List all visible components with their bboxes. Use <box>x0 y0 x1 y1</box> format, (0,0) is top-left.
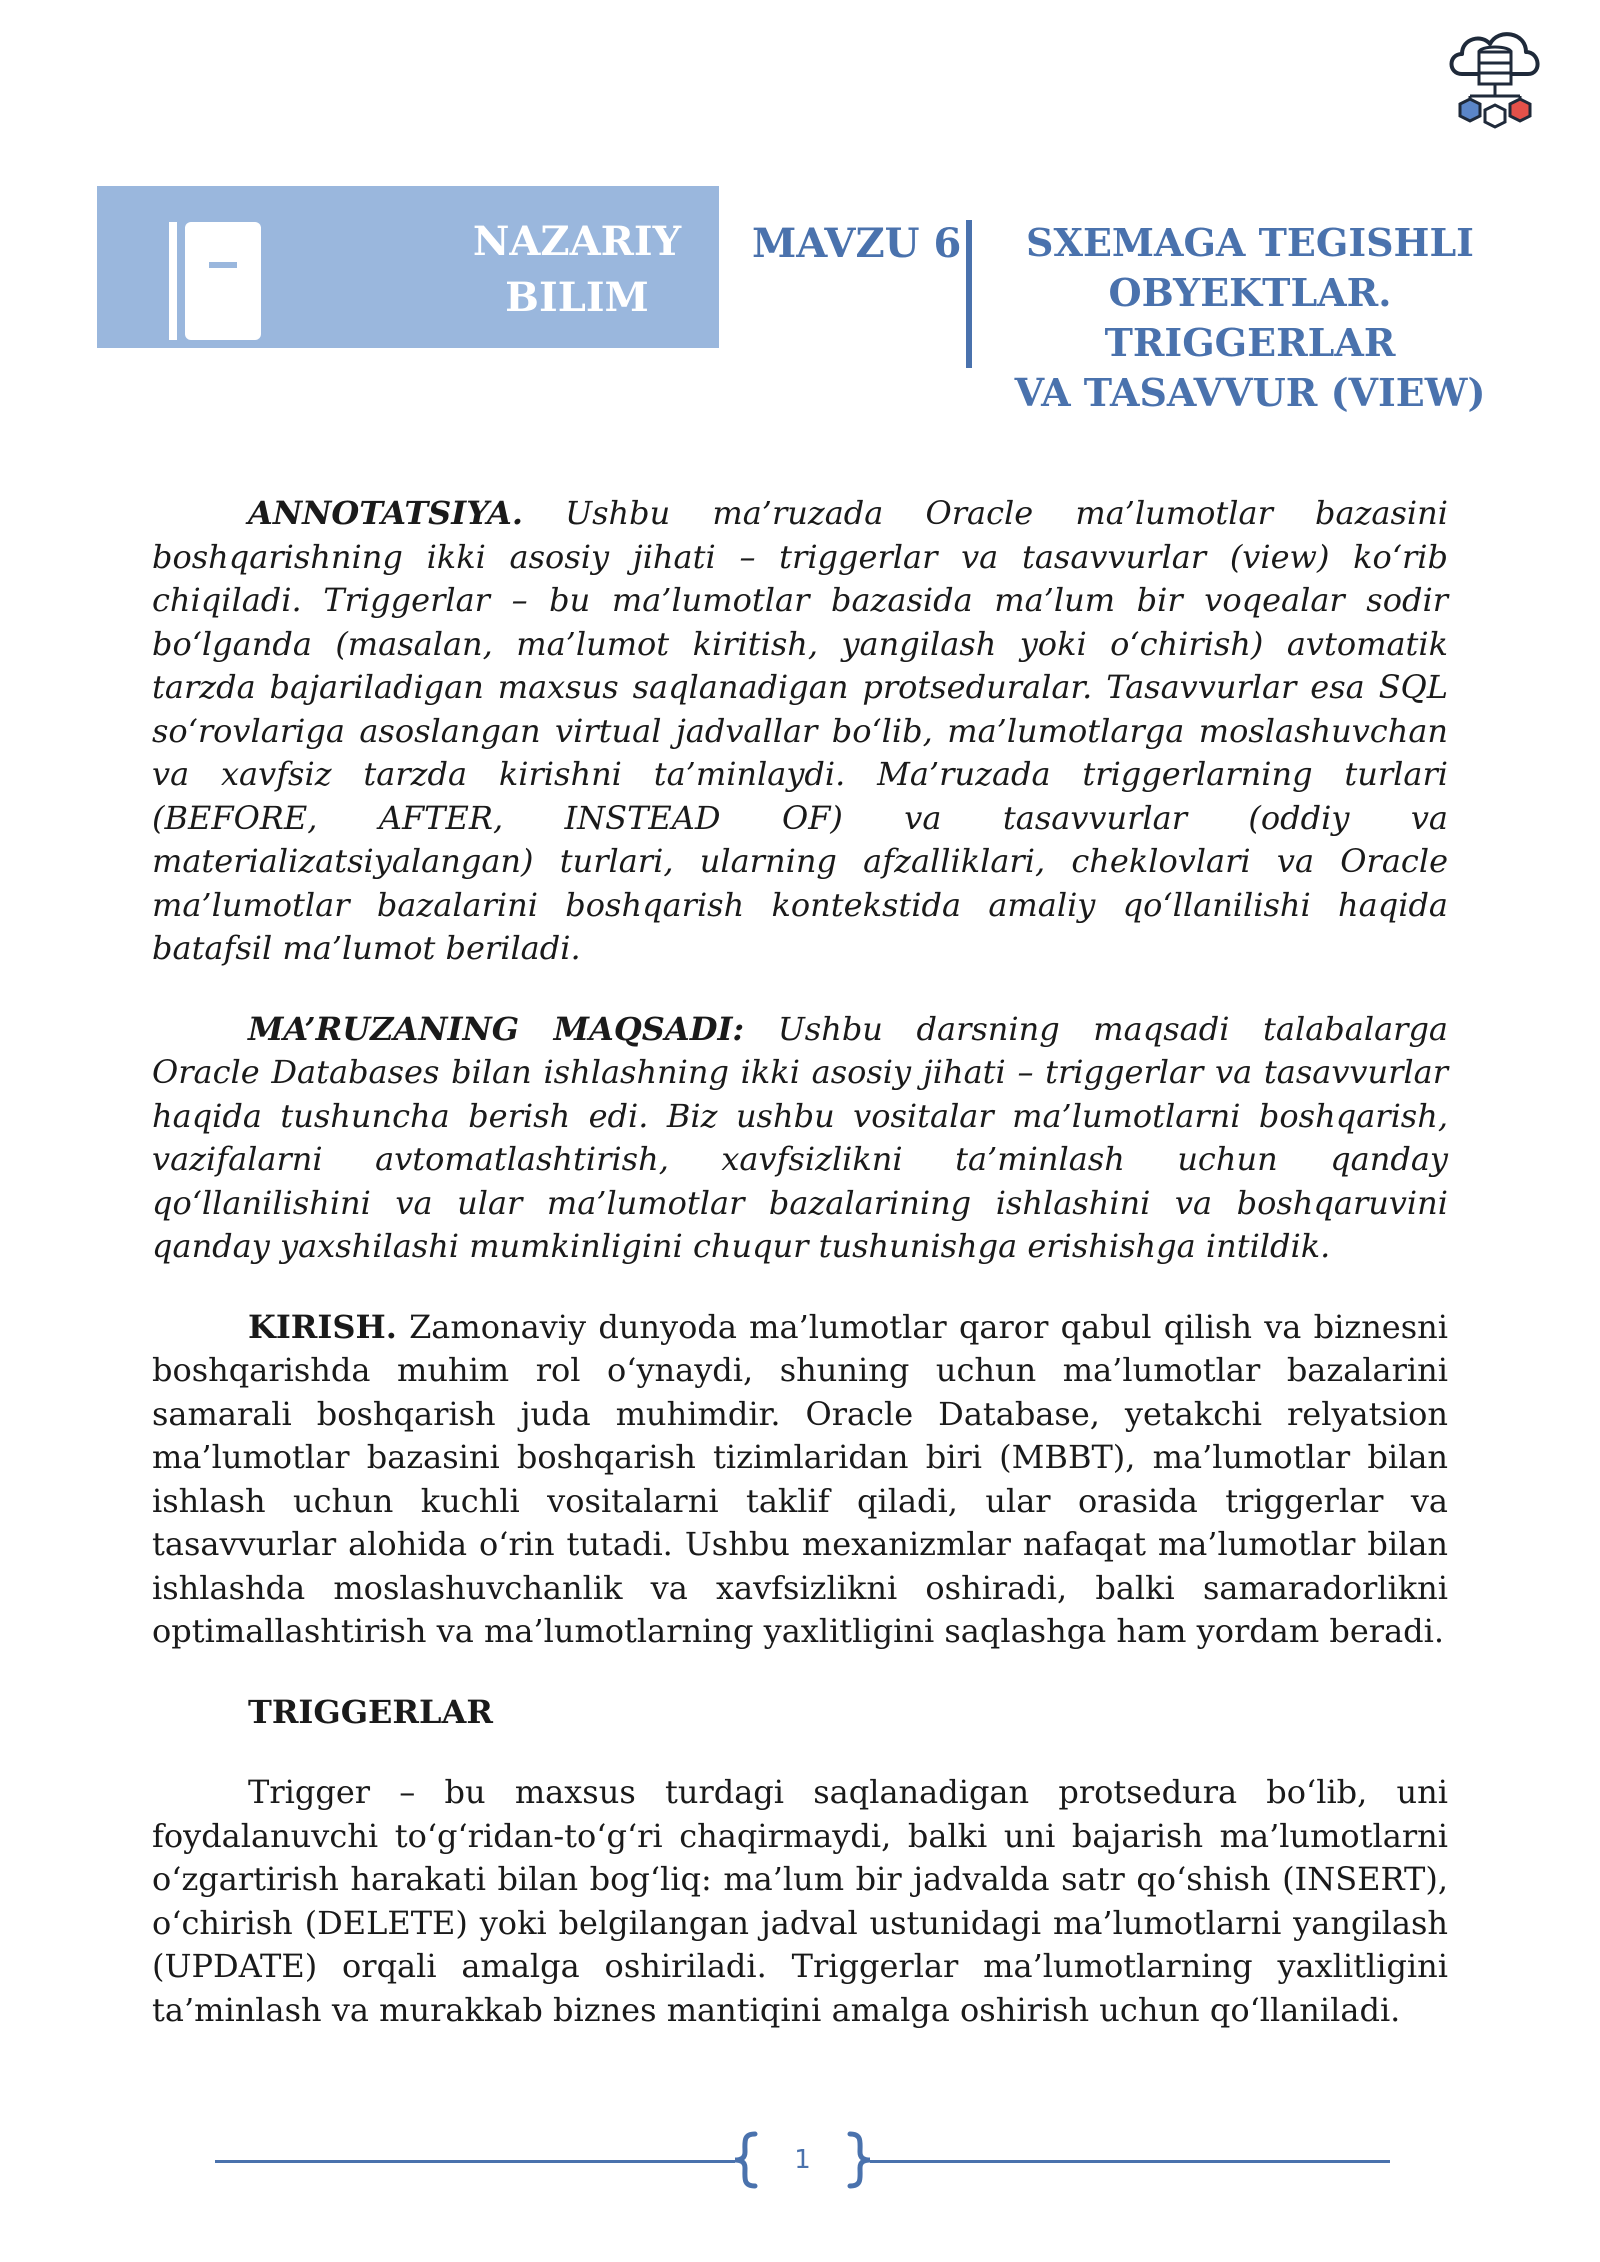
banner-title <box>397 214 757 326</box>
topic-number: MAVZU 6 <box>752 220 962 267</box>
page-number: 1 <box>794 2145 811 2175</box>
topic-title <box>985 218 1515 418</box>
goal-text: Ushbu darsning maqsadi talabalarga Oracle Databases bilan ishlashning ikki asosiy jihati – triggerlar va tasavvurlar haqida tushuncha berish edi. Biz ushbu vositalar ma’lumotlarni boshqarish, vazifalarni avtomatlashtirish, xavfsizlikni ta’minlash uchun qanday qo‘llanilishini va ular ma’lumotlar bazalarining ishlashini va boshqaruvini qanday yaxshilashi mumkinligini chuqur tushunishga erishishga intildik. <box>152 1009 1449 1265</box>
annotation-lead: ANNOTATSIYA. <box>248 494 523 532</box>
triggers-heading: TRIGGERLAR <box>248 1692 493 1731</box>
goal-paragraph <box>152 1008 1448 1269</box>
triggers-paragraph: Trigger – bu maxsus turdagi saqlanadigan protsedura bo‘lib, uni foydalanuvchi to‘g‘ridan-to‘g‘ri chaqirmaydi, balki uni bajarish ma’lumotlarni o‘zgartirish harakati bilan bog‘liq: ma’lum bir jadvalda satr qo‘shish (INSERT), o‘chirish (DELETE) yoki belgilangan jadval ustunidagi ma’lumotlarni yangilash (UPDATE) orqali amalga oshiriladi. Triggerlar ma’lumotlarning yaxlitligini ta’minlash va murakkab biznes mantiqini amalga oshirish uchun qo‘llaniladi. <box>152 1773 1448 2029</box>
banner-title-line: NAZARIY <box>472 218 682 265</box>
intro-lead: KIRISH. <box>248 1307 397 1346</box>
document-body <box>152 492 1448 2069</box>
annotation-paragraph <box>152 492 1448 971</box>
topic-title-line: SXEMAGA TEGISHLI <box>1026 220 1474 265</box>
header-divider <box>966 220 972 368</box>
topic-title-line: VA TASAVVUR (VIEW) <box>1014 370 1486 415</box>
goal-lead: MA’RUZANING MAQSADI: <box>248 1009 745 1048</box>
topic-banner <box>97 186 719 348</box>
footer-line-left <box>215 2160 735 2163</box>
intro-paragraph <box>152 1306 1448 1654</box>
cloud-database-icon <box>1440 22 1550 132</box>
intro-text: Zamonaviy dunyoda ma’lumotlar qaror qabul qilish va biznesni boshqarishda muhim rol o‘ynaydi, shuning uchun ma’lumotlar bazalarini samarali boshqarish juda muhimdir. Oracle Database, yetakchi relyatsion ma’lumotlar bazasini boshqarish tizimlaridan biri (MBBT), ma’lumotlar bilan ishlash uchun kuchli vositalarni taklif qiladi, ular orasida triggerlar va tasavvurlar alohida o‘rin tutadi. Ushbu mexanizmlar nafaqat ma’lumotlar bilan ishlashda moslashuvchanlik va xavfsizlikni oshiradi, balki samaradorlikni optimallashtirish va ma’lumotlarning yaxlitligini saqlashga ham yordam beradi. <box>152 1307 1448 1650</box>
left-bracket-icon <box>725 2130 765 2190</box>
footer-line-right <box>870 2160 1390 2163</box>
topic-title-line: OBYEKTLAR. TRIGGERLAR <box>1104 270 1396 365</box>
banner-title-line: BILIM <box>505 274 649 321</box>
page-footer <box>215 2130 1390 2190</box>
book-icon <box>169 222 261 340</box>
annotation-text: Ushbu ma’ruzada Oracle ma’lumotlar bazasini boshqarishning ikki asosiy jihati – triggerlar va tasavvurlar (view) ko‘rib chiqiladi. Triggerlar – bu ma’lumotlar bazasida ma’lum bir voqealar sodir bo‘lganda (masalan, ma’lumot kiritish, yangilash yoki o‘chirish) avtomatik tarzda bajariladigan maxsus saqlanadigan protseduralar. Tasavvurlar esa SQL so‘rovlariga asoslangan virtual jadvallar bo‘lib, ma’lumotlarga moslashuvchan va xavfsiz tarzda kirishni ta’minlaydi. Ma’ruzada triggerlarning turlari (BEFORE, AFTER, INSTEAD OF) va tasavvurlar (oddiy va materializatsiyalangan) turlari, ularning afzalliklari, cheklovlari va Oracle ma’lumotlar bazalarini boshqarish kontekstida amaliy qo‘llanilishi haqida batafsil ma’lumot beriladi. <box>152 494 1448 967</box>
